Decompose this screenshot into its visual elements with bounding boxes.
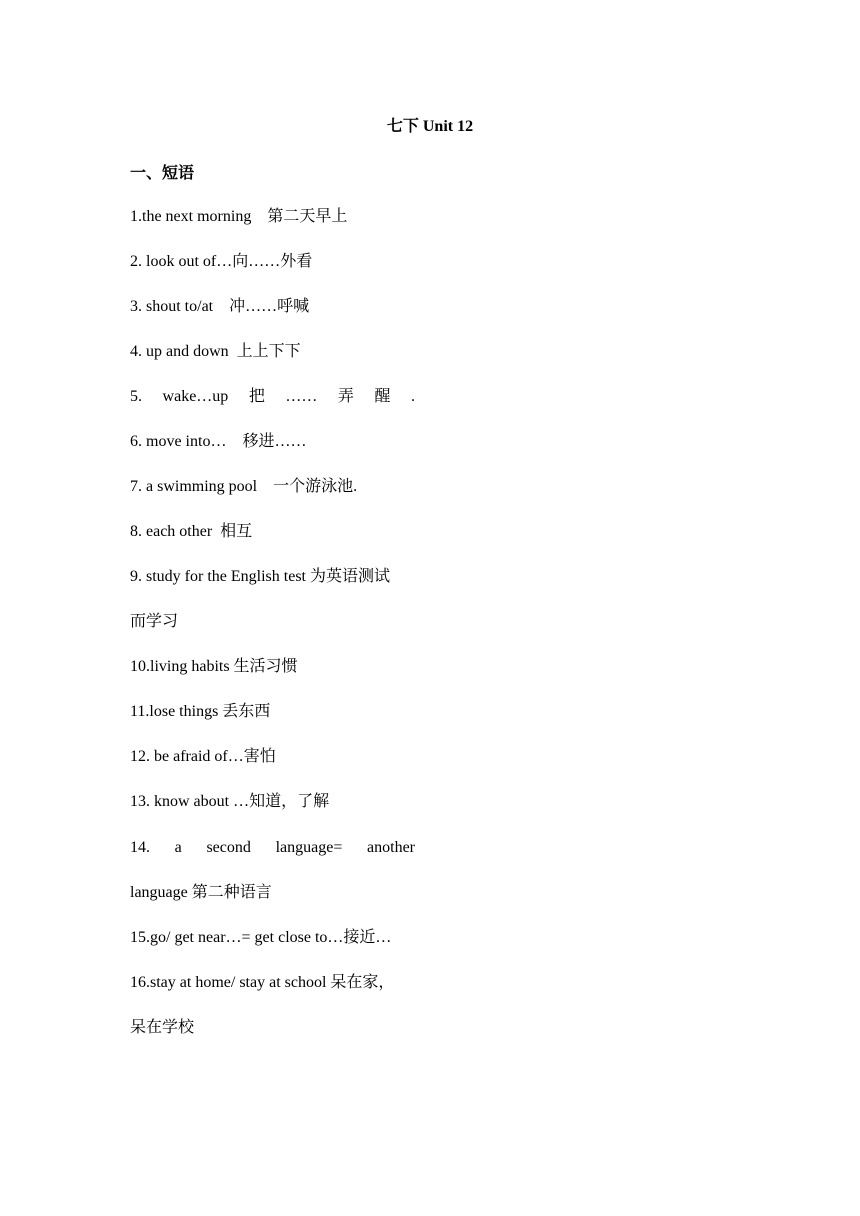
phrase-part: 5.	[130, 388, 142, 405]
phrase-part: a	[174, 839, 182, 856]
phrase-line: 13. know about …知道，了解	[130, 793, 330, 810]
phrase-part: .	[411, 388, 415, 405]
phrase-line: 呆在学校	[130, 1019, 195, 1036]
phrase-part: 14.	[130, 839, 150, 856]
phrase-part: 把	[248, 388, 265, 405]
phrase-line: 而学习	[130, 613, 179, 630]
page-title: 七下 Unit 12	[386, 118, 474, 135]
phrase-line: 1.the next morning 第二天早上	[130, 208, 348, 225]
phrase-line: 6. move into… 移进……	[130, 433, 307, 450]
phrase-part: ……	[285, 388, 318, 405]
phrase-line: 7. a swimming pool 一个游泳池.	[130, 478, 358, 495]
phrase-part: another	[367, 839, 415, 856]
phrase-line: language 第二种语言	[130, 884, 272, 901]
phrase-part: language=	[275, 839, 343, 856]
phrase-line-justified	[130, 387, 415, 407]
phrase-line: 4. up and down 上上下下	[130, 343, 301, 360]
phrase-line: 15.go/ get near…= get close to…接近…	[130, 929, 392, 946]
phrase-part: 醒	[374, 388, 391, 405]
phrase-part: second	[206, 839, 251, 856]
section-heading: 一、短语	[130, 165, 195, 182]
phrase-line: 11.lose things 丢东西	[130, 703, 271, 720]
phrase-line: 10.living habits 生活习惯	[130, 658, 298, 675]
phrase-line: 12. be afraid of…害怕	[130, 748, 276, 765]
phrase-line: 9. study for the English test 为英语测试	[130, 568, 390, 585]
phrase-line: 8. each other 相互	[130, 523, 253, 540]
phrase-part: 弄	[337, 388, 354, 405]
phrase-line: 16.stay at home/ stay at school 呆在家，	[130, 974, 395, 991]
phrase-part: wake…up	[162, 388, 229, 405]
phrase-line: 3. shout to/at 冲……呼喊	[130, 298, 310, 315]
phrase-line-justified	[130, 838, 415, 858]
phrase-line: 2. look out of…向……外看	[130, 253, 313, 270]
